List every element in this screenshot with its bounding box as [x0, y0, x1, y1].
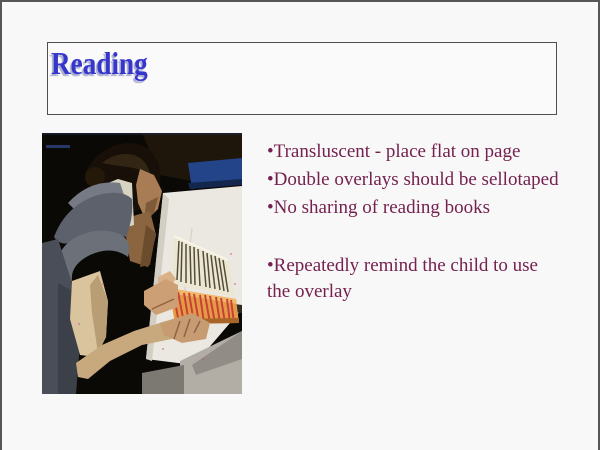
photo-blue-mark: [46, 145, 70, 148]
bullet-item: •Transluscent - place flat on page: [267, 141, 521, 162]
chair: [188, 158, 242, 189]
photo-child-reading-with-overlay: [42, 133, 242, 394]
bullet-item: •No sharing of reading books: [267, 197, 490, 218]
bullet-item-wrapping: •Repeatedly remind the child to use the overlay: [267, 255, 538, 302]
bullet-list: [267, 138, 559, 222]
slide-title: Reading: [51, 45, 148, 81]
bullet-item: •Double overlays should be sellotaped: [267, 169, 559, 190]
title-box: [47, 42, 557, 115]
photo-top-edge: [42, 133, 242, 135]
